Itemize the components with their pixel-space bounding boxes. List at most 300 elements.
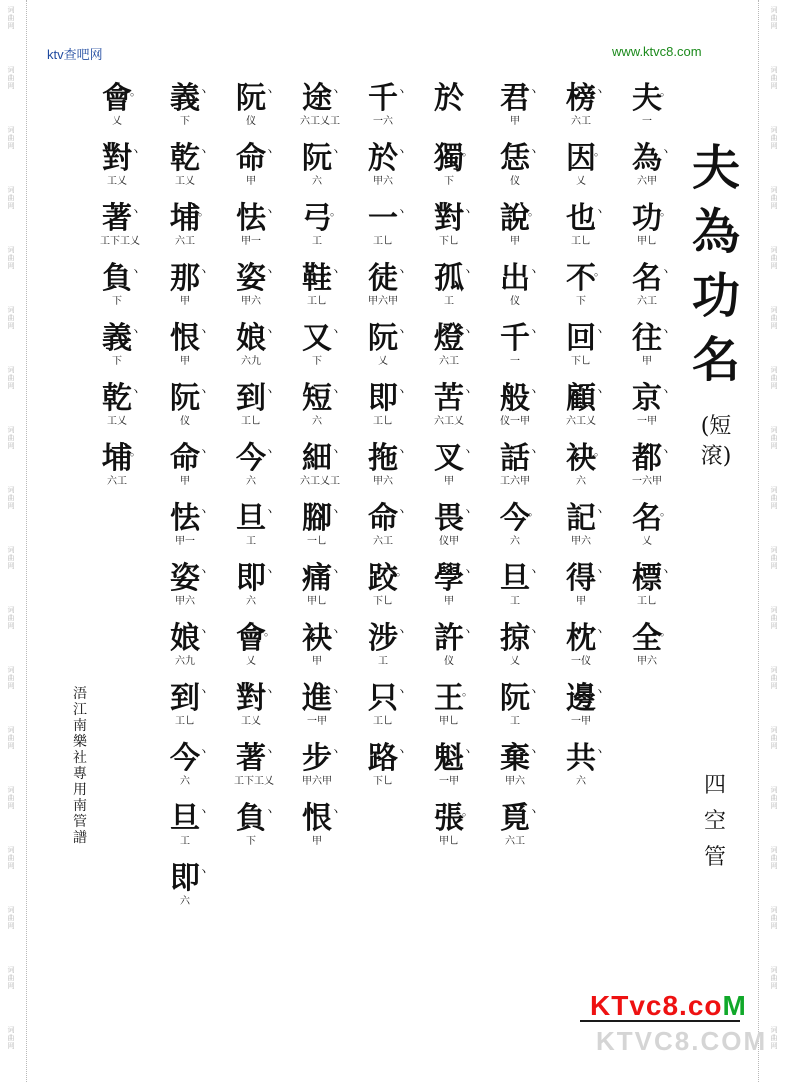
lyric-char: 會 bbox=[102, 81, 132, 116]
pitch-notation: 六工乂 bbox=[434, 416, 464, 427]
beat-mark: ヽ bbox=[330, 745, 341, 758]
lyric-cell bbox=[300, 802, 346, 862]
site-logo[interactable] bbox=[590, 990, 747, 1022]
pitch-notation: 乂 bbox=[246, 656, 256, 667]
lyric-char: 姿 bbox=[170, 561, 200, 596]
lyric-cell bbox=[234, 802, 280, 862]
pitch-notation: 甲 bbox=[312, 836, 322, 847]
lyric-cell bbox=[498, 682, 544, 742]
beat-mark: ヽ bbox=[198, 385, 209, 398]
right-watermark-strip bbox=[763, 0, 785, 1082]
pitch-notation: 六工 bbox=[637, 296, 657, 307]
beat-mark: ヽ bbox=[462, 205, 473, 218]
watermark-text: 词曲网 bbox=[7, 966, 15, 990]
watermark-text: 词曲网 bbox=[7, 126, 15, 150]
pitch-notation: 工乚 bbox=[307, 296, 327, 307]
beat-mark: ヽ bbox=[330, 805, 341, 818]
watermark-text: 词曲网 bbox=[7, 666, 15, 690]
pitch-notation: 工 bbox=[510, 716, 520, 727]
pitch-notation: 六工 bbox=[439, 356, 459, 367]
beat-mark: ヽ bbox=[264, 205, 275, 218]
pitch-notation: 甲 bbox=[576, 596, 586, 607]
lyric-cell bbox=[234, 202, 280, 262]
credit-char: 社 bbox=[73, 750, 87, 766]
beat-mark: ヽ bbox=[396, 265, 407, 278]
lyric-char: 阮 bbox=[170, 381, 200, 416]
lyric-cell bbox=[432, 502, 478, 562]
lyric-char: 怯 bbox=[170, 501, 200, 536]
pitch-notation: 一甲 bbox=[307, 716, 327, 727]
beat-mark: ヽ bbox=[594, 205, 605, 218]
lyric-cell bbox=[498, 142, 544, 202]
watermark-text: 词曲网 bbox=[770, 426, 778, 450]
pitch-notation: 甲乚 bbox=[439, 836, 459, 847]
pitch-notation: 甲 bbox=[444, 476, 454, 487]
lyric-cell bbox=[366, 742, 412, 802]
credit-char: 管 bbox=[73, 814, 87, 830]
score-column bbox=[498, 82, 544, 862]
lyric-cell bbox=[630, 262, 676, 322]
beat-mark: ヽ bbox=[198, 745, 209, 758]
score-column bbox=[366, 82, 412, 802]
pitch-notation: 甲乚 bbox=[439, 716, 459, 727]
pitch-notation: 六工乂工 bbox=[300, 116, 340, 127]
beat-mark: 。 bbox=[396, 565, 407, 578]
lyric-char: 阮 bbox=[500, 681, 530, 716]
lyric-char: 只 bbox=[368, 681, 398, 716]
lyric-char: 著 bbox=[102, 201, 132, 236]
lyric-char: 邊 bbox=[566, 681, 596, 716]
pitch-notation: 工 bbox=[510, 596, 520, 607]
beat-mark: ヽ bbox=[462, 505, 473, 518]
lyric-char: 標 bbox=[632, 561, 662, 596]
pitch-notation: 六 bbox=[246, 476, 256, 487]
pitch-notation: 甲乚 bbox=[637, 236, 657, 247]
lyric-char: 記 bbox=[566, 501, 596, 536]
pitch-notation: 甲一 bbox=[241, 236, 261, 247]
beat-mark: ヽ bbox=[660, 325, 671, 338]
beat-mark: ヽ bbox=[130, 385, 141, 398]
lyric-cell bbox=[498, 202, 544, 262]
pitch-notation: 六工 bbox=[505, 836, 525, 847]
pitch-notation: 下 bbox=[444, 176, 454, 187]
beat-mark: ヽ bbox=[660, 145, 671, 158]
lyric-cell bbox=[564, 442, 610, 502]
lyric-cell bbox=[234, 682, 280, 742]
beat-mark: ヽ bbox=[528, 565, 539, 578]
watermark-text: 词曲网 bbox=[770, 6, 778, 30]
pitch-notation: 工 bbox=[378, 656, 388, 667]
watermark-text: 词曲网 bbox=[7, 486, 15, 510]
lyric-char: 即 bbox=[236, 561, 266, 596]
lyric-char: 痛 bbox=[302, 561, 332, 596]
pitch-notation: 甲六 bbox=[505, 776, 525, 787]
lyric-cell bbox=[432, 382, 478, 442]
pitch-notation: 六 bbox=[510, 536, 520, 547]
pitch-notation: 仪 bbox=[510, 176, 520, 187]
lyric-char: 即 bbox=[368, 381, 398, 416]
lyric-char: 獨 bbox=[434, 141, 464, 176]
pitch-notation: 甲六 bbox=[373, 176, 393, 187]
beat-mark: ヽ bbox=[330, 385, 341, 398]
lyric-cell bbox=[366, 562, 412, 622]
beat-mark: ヽ bbox=[264, 145, 275, 158]
beat-mark: ヽ bbox=[594, 385, 605, 398]
pitch-notation: 工 bbox=[180, 836, 190, 847]
lyric-char: 乾 bbox=[170, 141, 200, 176]
lyric-char: 京 bbox=[632, 381, 662, 416]
pitch-notation: 仪 bbox=[510, 296, 520, 307]
lyric-cell bbox=[234, 322, 280, 382]
lyric-cell bbox=[234, 382, 280, 442]
instrument-char: 四 bbox=[703, 773, 726, 798]
beat-mark: ヽ bbox=[130, 325, 141, 338]
lyric-char: 今 bbox=[170, 741, 200, 776]
beat-mark: 。 bbox=[130, 445, 141, 458]
lyric-cell bbox=[366, 682, 412, 742]
watermark-text: 词曲网 bbox=[770, 786, 778, 810]
pitch-notation: 下 bbox=[312, 356, 322, 367]
beat-mark: ヽ bbox=[198, 805, 209, 818]
beat-mark: ヽ bbox=[330, 625, 341, 638]
beat-mark: ヽ bbox=[198, 445, 209, 458]
beat-mark: ヽ bbox=[594, 685, 605, 698]
pitch-notation: 甲一 bbox=[175, 536, 195, 547]
lyric-char: 對 bbox=[102, 141, 132, 176]
pitch-notation: 六工 bbox=[107, 476, 127, 487]
lyric-char: 得 bbox=[566, 561, 596, 596]
credit-char: 譜 bbox=[73, 830, 87, 846]
score-column bbox=[234, 82, 280, 862]
lyric-char: 命 bbox=[170, 441, 200, 476]
beat-mark: 。 bbox=[660, 625, 671, 638]
beat-mark: ヽ bbox=[396, 205, 407, 218]
pitch-notation: 仪 bbox=[180, 416, 190, 427]
lyric-cell bbox=[564, 682, 610, 742]
lyric-cell bbox=[432, 562, 478, 622]
lyric-char: 袂 bbox=[566, 441, 596, 476]
lyric-cell bbox=[564, 82, 610, 142]
beat-mark: ヽ bbox=[396, 85, 407, 98]
beat-mark: ヽ bbox=[130, 205, 141, 218]
lyric-cell bbox=[564, 142, 610, 202]
lyric-cell bbox=[100, 262, 146, 322]
credit-char: 專 bbox=[73, 766, 87, 782]
title-char: 功 bbox=[691, 268, 740, 324]
left-watermark-strip bbox=[0, 0, 22, 1082]
pitch-notation: 甲六 bbox=[571, 536, 591, 547]
lyric-char: 徒 bbox=[368, 261, 398, 296]
watermark-text: 词曲网 bbox=[770, 606, 778, 630]
logo-underline bbox=[580, 1020, 740, 1022]
pitch-notation: 六九 bbox=[241, 356, 261, 367]
credit-char: 江 bbox=[73, 702, 87, 718]
beat-mark: ヽ bbox=[330, 445, 341, 458]
beat-mark: 。 bbox=[198, 205, 209, 218]
title-subtitle: (短 滾) bbox=[700, 414, 732, 469]
lyric-char: 恨 bbox=[170, 321, 200, 356]
right-dotted-border bbox=[758, 0, 759, 1082]
beat-mark: 。 bbox=[594, 265, 605, 278]
lyric-cell bbox=[630, 382, 676, 442]
lyric-char: 旦 bbox=[236, 501, 266, 536]
lyric-cell bbox=[300, 622, 346, 682]
lyric-char: 恨 bbox=[302, 801, 332, 836]
lyric-cell bbox=[498, 442, 544, 502]
lyric-cell bbox=[100, 142, 146, 202]
lyric-cell bbox=[630, 562, 676, 622]
beat-mark: ヽ bbox=[264, 685, 275, 698]
pitch-notation: 甲六 bbox=[241, 296, 261, 307]
lyric-cell bbox=[498, 502, 544, 562]
lyric-char: 學 bbox=[434, 561, 464, 596]
pitch-notation: 乂 bbox=[642, 536, 652, 547]
lyric-char: 顧 bbox=[566, 381, 596, 416]
pitch-notation: 下乚 bbox=[439, 236, 459, 247]
lyric-char: 恁 bbox=[500, 141, 530, 176]
lyric-cell bbox=[498, 262, 544, 322]
beat-mark: ヽ bbox=[264, 565, 275, 578]
pitch-notation: 一六 bbox=[373, 116, 393, 127]
pitch-notation: 工乚 bbox=[175, 716, 195, 727]
beat-mark: ヽ bbox=[462, 325, 473, 338]
pitch-notation: 工乂 bbox=[241, 716, 261, 727]
lyric-char: 畏 bbox=[434, 501, 464, 536]
beat-mark: ヽ bbox=[130, 265, 141, 278]
lyric-char: 魁 bbox=[434, 741, 464, 776]
beat-mark: ヽ bbox=[396, 145, 407, 158]
pitch-notation: 甲六甲 bbox=[368, 296, 398, 307]
pitch-notation: 工 bbox=[444, 296, 454, 307]
pitch-notation: 工下工乂 bbox=[234, 776, 274, 787]
beat-mark: 。 bbox=[462, 145, 473, 158]
lyric-cell bbox=[366, 142, 412, 202]
lyric-cell bbox=[168, 742, 214, 802]
pitch-notation: 仪甲 bbox=[439, 536, 459, 547]
beat-mark: ヽ bbox=[264, 85, 275, 98]
lyric-char: 於 bbox=[434, 81, 464, 116]
pitch-notation: 乂 bbox=[378, 356, 388, 367]
lyric-char: 也 bbox=[566, 201, 596, 236]
lyric-char: 千 bbox=[500, 321, 530, 356]
lyric-cell bbox=[100, 382, 146, 442]
lyric-char: 著 bbox=[236, 741, 266, 776]
watermark-text: 词曲网 bbox=[770, 366, 778, 390]
beat-mark: ヽ bbox=[528, 745, 539, 758]
lyric-cell bbox=[432, 802, 478, 862]
instrument-char: 空 bbox=[703, 809, 726, 834]
beat-mark: ヽ bbox=[462, 265, 473, 278]
lyric-cell bbox=[366, 442, 412, 502]
score-column bbox=[300, 82, 346, 862]
lyric-char: 於 bbox=[368, 141, 398, 176]
lyric-cell bbox=[432, 82, 478, 142]
lyric-cell bbox=[432, 322, 478, 382]
lyric-char: 今 bbox=[236, 441, 266, 476]
beat-mark: ヽ bbox=[594, 565, 605, 578]
pitch-notation: 工乂 bbox=[107, 416, 127, 427]
beat-mark: ヽ bbox=[198, 625, 209, 638]
beat-mark: 。 bbox=[660, 505, 671, 518]
lyric-cell bbox=[366, 322, 412, 382]
watermark-text: 词曲网 bbox=[7, 846, 15, 870]
lyric-char: 共 bbox=[566, 741, 596, 776]
pitch-notation: 甲 bbox=[510, 116, 520, 127]
pitch-notation: 下乚 bbox=[373, 776, 393, 787]
lyric-cell bbox=[630, 502, 676, 562]
lyric-cell bbox=[300, 202, 346, 262]
pitch-notation: 六 bbox=[576, 476, 586, 487]
pitch-notation: 工乂 bbox=[175, 176, 195, 187]
lyric-char: 名 bbox=[632, 261, 662, 296]
lyric-cell bbox=[234, 82, 280, 142]
lyric-char: 覓 bbox=[500, 801, 530, 836]
pitch-notation: 仪一甲 bbox=[500, 416, 530, 427]
lyric-char: 負 bbox=[236, 801, 266, 836]
lyric-cell bbox=[432, 142, 478, 202]
watermark-text: 词曲网 bbox=[770, 906, 778, 930]
beat-mark: ヽ bbox=[660, 445, 671, 458]
lyric-char: 乾 bbox=[102, 381, 132, 416]
credit-char: 南 bbox=[73, 798, 87, 814]
beat-mark: ヽ bbox=[594, 745, 605, 758]
pitch-notation: 工乚 bbox=[373, 416, 393, 427]
pitch-notation: 甲六甲 bbox=[302, 776, 332, 787]
beat-mark: ヽ bbox=[594, 325, 605, 338]
lyric-char: 枕 bbox=[566, 621, 596, 656]
lyric-cell bbox=[630, 322, 676, 382]
lyric-char: 負 bbox=[102, 261, 132, 296]
lyric-char: 出 bbox=[500, 261, 530, 296]
watermark-text: 词曲网 bbox=[7, 246, 15, 270]
lyric-char: 名 bbox=[632, 501, 662, 536]
lyric-char: 袂 bbox=[302, 621, 332, 656]
beat-mark: ヽ bbox=[462, 385, 473, 398]
beat-mark: 。 bbox=[264, 625, 275, 638]
pitch-notation: 工六甲 bbox=[500, 476, 530, 487]
lyric-cell bbox=[564, 262, 610, 322]
lyric-char: 義 bbox=[102, 321, 132, 356]
watermark-text: 词曲网 bbox=[770, 546, 778, 570]
lyric-cell bbox=[630, 202, 676, 262]
lyric-char: 娘 bbox=[170, 621, 200, 656]
pitch-notation: 甲 bbox=[180, 356, 190, 367]
logo-red-text: KTvc8.co bbox=[590, 990, 723, 1021]
lyric-cell bbox=[168, 442, 214, 502]
site-url-header[interactable]: www.ktvc8.com bbox=[612, 44, 702, 59]
beat-mark: ヽ bbox=[594, 85, 605, 98]
pitch-notation: 工 bbox=[312, 236, 322, 247]
lyric-cell bbox=[300, 322, 346, 382]
lyric-cell bbox=[498, 382, 544, 442]
pitch-notation: 六 bbox=[180, 896, 190, 907]
pitch-notation: 甲 bbox=[312, 656, 322, 667]
site-name-header[interactable]: ktv查吧网 bbox=[47, 47, 103, 62]
pitch-notation: 甲乚 bbox=[307, 596, 327, 607]
beat-mark: ヽ bbox=[462, 625, 473, 638]
beat-mark: ヽ bbox=[528, 145, 539, 158]
lyric-cell bbox=[498, 82, 544, 142]
pitch-notation: 仪 bbox=[444, 656, 454, 667]
lyric-char: 阮 bbox=[302, 141, 332, 176]
beat-mark: ヽ bbox=[264, 265, 275, 278]
score-column bbox=[100, 82, 146, 502]
beat-mark: ヽ bbox=[330, 505, 341, 518]
lyric-cell bbox=[168, 562, 214, 622]
lyric-char: 鞋 bbox=[302, 261, 332, 296]
lyric-char: 許 bbox=[434, 621, 464, 656]
beat-mark: ヽ bbox=[264, 505, 275, 518]
lyric-cell bbox=[234, 262, 280, 322]
pitch-notation: 下 bbox=[576, 296, 586, 307]
logo-green-text: M bbox=[722, 990, 747, 1021]
beat-mark: ヽ bbox=[330, 265, 341, 278]
pitch-notation: 一甲 bbox=[571, 716, 591, 727]
lyric-cell bbox=[300, 562, 346, 622]
beat-mark: ヽ bbox=[396, 505, 407, 518]
lyric-char: 說 bbox=[500, 201, 530, 236]
lyric-char: 那 bbox=[170, 261, 200, 296]
lyric-cell bbox=[168, 142, 214, 202]
pitch-notation: 下 bbox=[112, 356, 122, 367]
lyric-cell bbox=[366, 382, 412, 442]
pitch-notation: 仪 bbox=[246, 116, 256, 127]
lyric-char: 往 bbox=[632, 321, 662, 356]
lyric-cell bbox=[498, 742, 544, 802]
pitch-notation: 六工 bbox=[571, 116, 591, 127]
pitch-notation: 下 bbox=[180, 116, 190, 127]
lyric-cell bbox=[564, 382, 610, 442]
beat-mark: ヽ bbox=[396, 385, 407, 398]
watermark-text: 词曲网 bbox=[7, 606, 15, 630]
lyric-char: 因 bbox=[566, 141, 596, 176]
lyric-cell bbox=[366, 502, 412, 562]
beat-mark: 。 bbox=[330, 205, 341, 218]
beat-mark: 。 bbox=[462, 685, 473, 698]
lyric-char: 涉 bbox=[368, 621, 398, 656]
beat-mark: ヽ bbox=[528, 265, 539, 278]
lyric-char: 夫 bbox=[632, 81, 662, 116]
pitch-notation: 一 bbox=[642, 116, 652, 127]
beat-mark: ヽ bbox=[198, 265, 209, 278]
watermark-text: 词曲网 bbox=[770, 126, 778, 150]
lyric-char: 命 bbox=[236, 141, 266, 176]
lyric-char: 話 bbox=[500, 441, 530, 476]
watermark-text: 词曲网 bbox=[7, 426, 15, 450]
beat-mark: ヽ bbox=[462, 445, 473, 458]
pitch-notation: 下 bbox=[246, 836, 256, 847]
lyric-char: 燈 bbox=[434, 321, 464, 356]
beat-mark: ヽ bbox=[198, 685, 209, 698]
watermark-text: 词曲网 bbox=[7, 366, 15, 390]
beat-mark: 。 bbox=[130, 85, 141, 98]
lyric-char: 到 bbox=[236, 381, 266, 416]
lyric-char: 對 bbox=[236, 681, 266, 716]
lyric-cell bbox=[300, 682, 346, 742]
pitch-notation: 工下工乂 bbox=[100, 236, 140, 247]
beat-mark: ヽ bbox=[198, 145, 209, 158]
pitch-notation: 乂 bbox=[112, 116, 122, 127]
beat-mark: 。 bbox=[528, 205, 539, 218]
lyric-cell bbox=[168, 622, 214, 682]
beat-mark: ヽ bbox=[330, 85, 341, 98]
pitch-notation: 六 bbox=[312, 416, 322, 427]
beat-mark: ヽ bbox=[660, 385, 671, 398]
lyric-cell bbox=[234, 562, 280, 622]
beat-mark: 。 bbox=[462, 805, 473, 818]
lyric-char: 旦 bbox=[170, 801, 200, 836]
pitch-notation: 六甲 bbox=[637, 176, 657, 187]
